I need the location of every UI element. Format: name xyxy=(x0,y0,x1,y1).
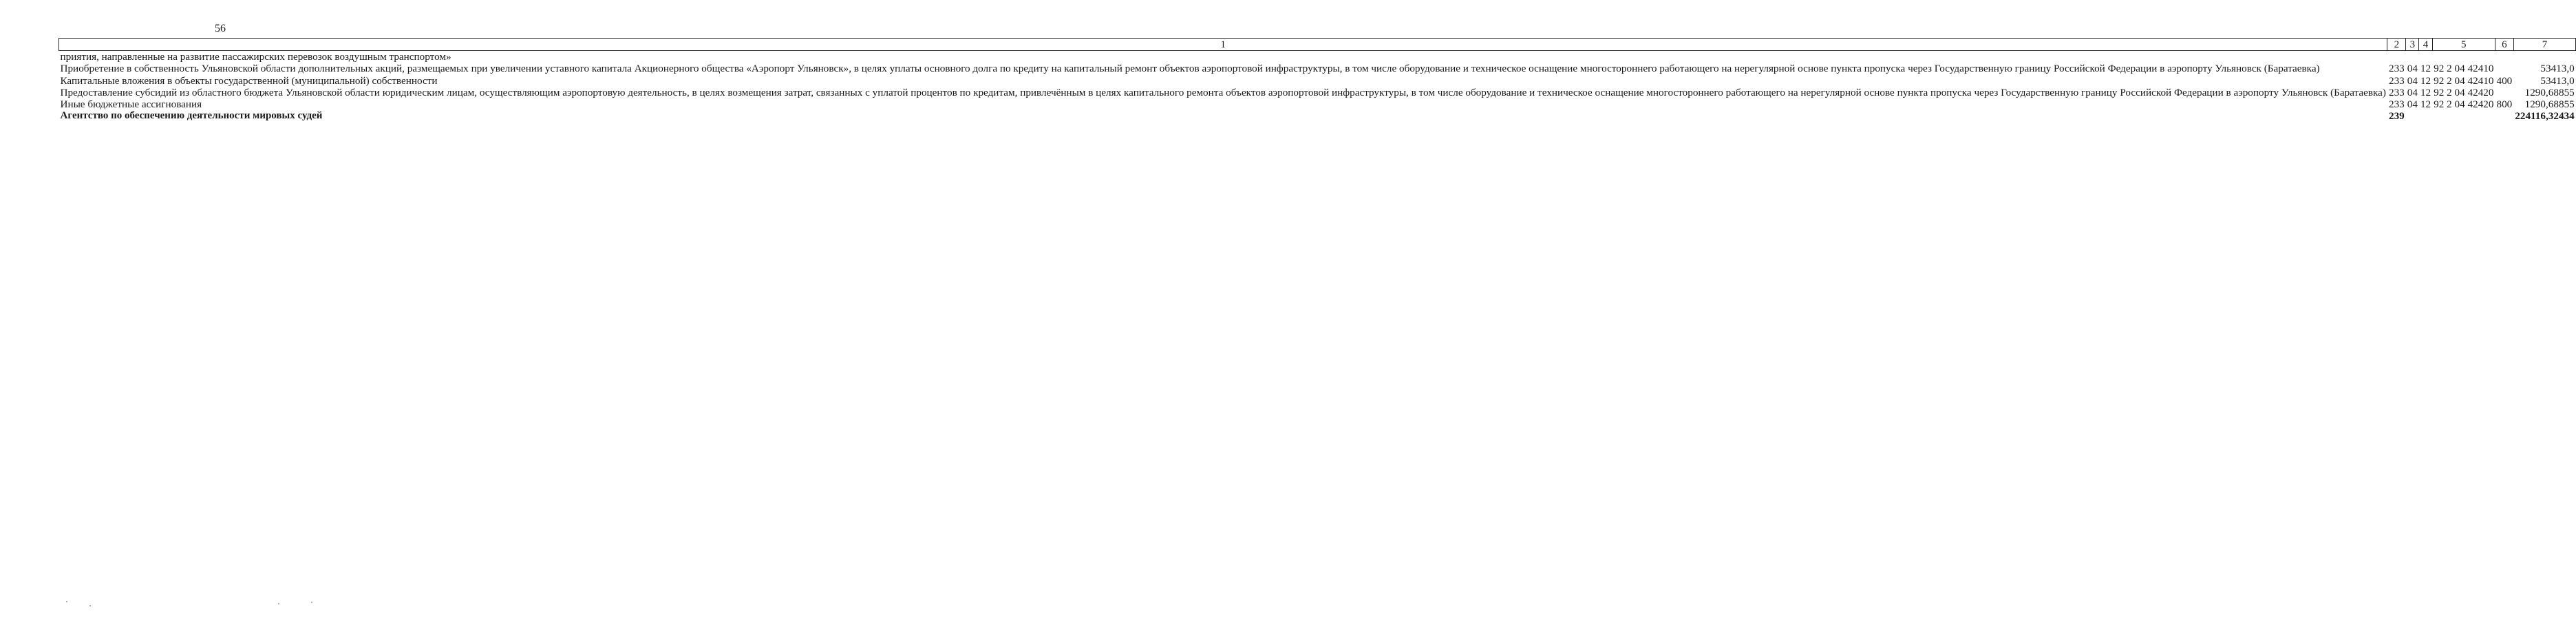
scan-speck xyxy=(278,603,279,604)
row-target-article-cell: 92 2 04 42420 xyxy=(2434,86,2494,98)
row-amount-cell: 53413,0 xyxy=(2540,63,2575,75)
row-admin-code-cell: 239 xyxy=(2388,110,2405,123)
row-target-article-cell xyxy=(2432,51,2495,63)
row-subsection-cell xyxy=(2419,110,2432,122)
row-amount-cell: 1290,68855 xyxy=(2524,86,2575,98)
page-number: 56 xyxy=(215,23,226,34)
budget-table xyxy=(58,38,2576,123)
row-subsection-cell: 12 xyxy=(2420,63,2431,75)
column-header-2: 2 xyxy=(2387,39,2406,51)
row-name-cell: Капитальные вложения в объекты государственной (муниципальной) собственности xyxy=(60,74,438,87)
column-header-4: 4 xyxy=(2419,39,2432,51)
table-row xyxy=(59,87,2576,98)
row-amount-cell: 53413,0 xyxy=(2540,74,2575,87)
row-target-article-cell: 92 2 04 42410 xyxy=(2434,74,2494,87)
row-amount-cell: 224116,32434 xyxy=(2515,110,2575,123)
row-name-cell: приятия, направленные на развитие пассажирских перевозок воздушным транспортом» xyxy=(60,51,451,63)
row-name-cell: Приобретение в собственность Ульяновской области дополнительных акций, размещаемых при увеличении уставного капитала Акционерного общества «Аэропорт Ульяновск», в целях уплаты основного долга по кредиту на капитальный ремонт объектов аэропортовой инфраструктуры, в том числе оборудование и техническое оснащение многостороннего работающего на нерегулярной основе пункта пропуска через Государственную границу Российской Федерации в аэропорту Ульяновск (Баратаевка) xyxy=(60,63,2320,75)
row-expense-type-cell xyxy=(2495,87,2513,98)
table-row xyxy=(59,63,2576,74)
row-target-article-cell xyxy=(2432,110,2495,122)
row-subsection-cell xyxy=(2419,51,2432,63)
row-target-article-cell: 92 2 04 42410 xyxy=(2434,63,2494,75)
row-section-cell xyxy=(2406,51,2419,63)
row-expense-type-cell xyxy=(2495,110,2513,122)
row-section-cell xyxy=(2406,110,2419,122)
row-admin-code-cell: 233 xyxy=(2388,74,2405,87)
row-name-cell: Предоставление субсидий из областного бюджета Ульяновской области юридическим лицам, осуществляющим аэропортовую деятельность, в целях возмещения затрат, связанных с уплатой процентов по кредитам, привлечённым в целях капитального ремонта объектов аэропортовой инфраструктуры, в том числе оборудование и техническое оснащение многостороннего работающего на нерегулярной основе пункта пропуска через Государственную границу Российской Федерации в аэропорту Ульяновск (Баратаевка) xyxy=(60,86,2386,98)
column-header-1: 1 xyxy=(59,39,2387,51)
column-header-6: 6 xyxy=(2495,39,2513,51)
row-target-article-cell: 92 2 04 42420 xyxy=(2434,98,2494,111)
table-row xyxy=(59,51,2576,63)
row-expense-type-cell xyxy=(2495,51,2513,63)
row-expense-type-cell xyxy=(2495,63,2513,74)
row-subsection-cell: 12 xyxy=(2420,86,2431,98)
column-header-7: 7 xyxy=(2513,39,2576,51)
scan-speck xyxy=(311,602,312,603)
column-header-3: 3 xyxy=(2406,39,2419,51)
row-expense-type-cell: 400 xyxy=(2496,74,2513,87)
row-subsection-cell: 12 xyxy=(2420,74,2431,87)
scan-speck xyxy=(66,601,67,602)
row-name-cell: Иные бюджетные ассигнования xyxy=(60,98,202,111)
row-section-cell: 04 xyxy=(2407,74,2418,87)
row-section-cell: 04 xyxy=(2407,63,2418,75)
table-row xyxy=(59,110,2576,122)
row-amount-cell: 1290,68855 xyxy=(2524,98,2575,111)
row-admin-code-cell xyxy=(2387,51,2406,63)
row-section-cell: 04 xyxy=(2407,86,2418,98)
table-header-row xyxy=(59,39,2576,51)
row-admin-code-cell: 233 xyxy=(2388,63,2405,75)
row-name-cell: Агентство по обеспечению деятельности мировых судей xyxy=(60,110,323,122)
table-row xyxy=(59,75,2576,87)
scan-speck xyxy=(89,605,91,606)
row-admin-code-cell: 233 xyxy=(2388,86,2405,98)
column-header-5: 5 xyxy=(2432,39,2495,51)
row-admin-code-cell: 233 xyxy=(2388,98,2405,111)
table-row xyxy=(59,98,2576,110)
row-section-cell: 04 xyxy=(2407,98,2418,111)
row-amount-cell xyxy=(2513,51,2576,63)
row-expense-type-cell: 800 xyxy=(2496,98,2513,111)
row-subsection-cell: 12 xyxy=(2420,98,2431,111)
